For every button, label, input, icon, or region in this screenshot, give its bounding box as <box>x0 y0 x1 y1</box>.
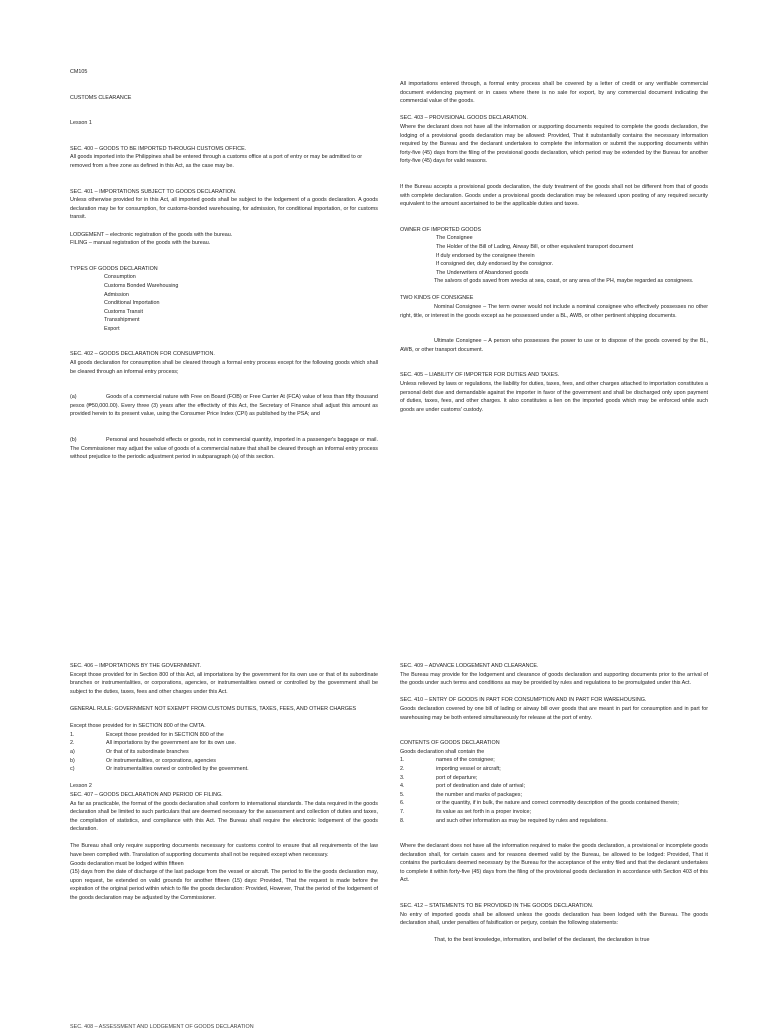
except-item <box>70 731 378 740</box>
item-text: Or that of its subordinate branches <box>106 748 189 755</box>
formal-entry-paragraph: All importations entered through, a formal entry process shall be covered by a letter of credit or any verifiable commercial document evidencing payment or in cases where there is no sale for export, by any commercial document indicating the commercial value of the goods. <box>400 81 708 105</box>
contents-item <box>400 756 708 765</box>
type-item: Customs Bonded Warehousing <box>104 282 179 289</box>
sec410-body: Goods declaration covered by one bill of lading or airway bill over goods that are meant in part for consumption and in part for warehousing may be both entered simultaneously for release at the port of entry. <box>400 705 708 721</box>
item-number: 1. <box>70 731 75 738</box>
item-text: Or instrumentalities owned or controlled by the government. <box>106 766 249 773</box>
sec409-heading: SEC. 409 – ADVANCE LODGEMENT AND CLEARANCE. <box>400 663 539 669</box>
contents-item <box>400 808 708 817</box>
where-declarant-paragraph: Where the declarant does not have all the information required to make the goods declaration, a provisional or incomplete goods declaration shall, for certain cases and for reasons deemed valid by the Bureau, be allowed to be lodged: Provided, That it contains the particulars deemed necessary by the Bureau for the acceptance of the entry filed and that the declarant undertakes to complete it within forty-five (45) days from the filing of the provisional goods declaration in accordance with Section 403 of this Act. <box>400 843 708 884</box>
sec400-heading: SEC. 400 – GOODS TO BE IMPORTED THROUGH CUSTOMS OFFICE. <box>70 145 247 152</box>
sec407-heading: SEC. 407 – GOODS DECLARATION AND PERIOD OF FILING. <box>70 791 223 798</box>
sec410-heading: SEC. 410 – ENTRY OF GOODS IN PART FOR CONSUMPTION AND IN PART FOR WAREHOUSING. <box>400 697 647 704</box>
contents-heading: CONTENTS OF GOODS DECLARATION <box>400 740 500 747</box>
document-page-1 <box>0 0 768 512</box>
item-number: 7. <box>400 808 405 815</box>
type-item: Consumption <box>104 274 136 281</box>
sec403-body-2: If the Bureau accepts a provisional goods declaration, the duty treatment of the goods shall not be different from that of goods with complete declaration. Goods under a provisional goods declaration may be released upon posting of any required security equivalent to the amount ascertained to be the applicable duties and taxes. <box>400 183 708 208</box>
sec407-body-2: The Bureau shall only require supporting documents necessary for customs control to ensure that all requirements of the law have been complied with. Translation of supporting documents shall not be required except when necessary. <box>70 843 378 859</box>
filing-definition: FILING – manual registration of the goods with the bureau. <box>70 240 211 247</box>
sec412-heading: SEC. 412 – STATEMENTS TO BE PROVIDED IN THE GOODS DECLARATION. <box>400 903 594 910</box>
type-item: Export <box>104 325 120 332</box>
item-number: 1. <box>400 757 405 764</box>
item-text: the number and marks of packages; <box>436 791 522 798</box>
sec406-heading: SEC. 406 – IMPORTATIONS BY THE GOVERNMENT. <box>70 663 202 669</box>
item-number: 5. <box>400 791 405 798</box>
sec403-heading: SEC. 403 – PROVISIONAL GOODS DECLARATION. <box>400 115 528 122</box>
item-text: names of the consignee; <box>436 757 495 764</box>
sec402-heading: SEC. 402 – GOODS DECLARATION FOR CONSUMPTION. <box>70 351 215 358</box>
two-kinds-heading: TWO KINDS OF CONSIGNEE <box>400 295 474 302</box>
types-heading: TYPES OF GOODS DECLARATION <box>70 265 158 272</box>
item-label: (b) <box>70 437 77 444</box>
except-intro: Except those provided for in SECTION 800 of the CMTA. <box>70 723 206 730</box>
sec412-body: No entry of imported goods shall be allowed unless the goods declaration has been lodged with the Bureau. The goods declaration shall, under penalties of falsification or perjury, contain the following statements: <box>400 911 708 927</box>
course-code: CM105 <box>70 69 88 75</box>
owner-item: The Holder of the Bill of Lading, Airway Bill, or other equivalent transport document <box>436 243 634 250</box>
lodgement-definition: LODGEMENT – electronic registration of the goods with the bureau. <box>70 231 233 238</box>
contents-item <box>400 817 708 826</box>
lesson-heading: Lesson 1 <box>70 120 92 127</box>
except-item <box>70 739 378 748</box>
contents-item <box>400 799 708 808</box>
item-number: a) <box>70 748 75 755</box>
item-text: port of destination and date of arrival; <box>436 783 526 790</box>
item-text: and such other information as may be required by rules and regulations. <box>436 817 608 824</box>
ultimate-consignee: Ultimate Consignee – A person who possesses the power to use or to dispose of the goods covered by the BL, AWB, or other transport document. <box>400 338 708 353</box>
sec405-heading: SEC. 405 – LIABILITY OF IMPORTER FOR DUTIES AND TAXES. <box>400 372 560 379</box>
item-text: Except those provided for in SECTION 800 of the <box>106 731 224 738</box>
sec402-item-a <box>70 393 378 419</box>
sec403-body: Where the declarant does not have all the information or supporting documents required to complete the goods declaration, the lodging of a provisional goods declaration may be allowed: Provided, That it substantially contains the necessary information required by the Bureau and the declarant undertakes to complete the information or submit the supporting documents within forty-five (45) days from the filing of the provisional goods declaration, which period may be extended by the Bureau for another forty-five (45) days for valid reasons. <box>400 123 708 165</box>
except-item <box>70 748 378 757</box>
except-item <box>70 765 378 774</box>
item-number: b) <box>70 757 75 764</box>
item-text: All importations by the government are for its own use. <box>106 740 237 747</box>
general-rule: GENERAL RULE: GOVERNMENT NOT EXEMPT FROM CUSTOMS DUTIES, TAXES, FEES, AND OTHER CHARGES <box>70 705 357 712</box>
document-page-2 <box>0 512 768 1031</box>
owner-item: If consigned der, duly endorsed by the consignor. <box>436 261 554 268</box>
sec409-body: The Bureau may provide for the lodgement and clearance of goods declaration and supporting documents prior to the arrival of the goods under such terms and conditions as may be provided by rules and regulations to be promulgated under this Act. <box>400 671 708 687</box>
page1-right-column <box>400 80 708 423</box>
owner-item: The Underwriters of Abandoned goods <box>436 269 529 276</box>
sec401-heading: SEC. 401 – IMPORTATIONS SUBJECT TO GOODS DECLARATION. <box>70 188 237 195</box>
cut-off-line: SEC. 408 – ASSESSMENT AND LODGEMENT OF GOODS DECLARATION <box>70 1024 254 1031</box>
cut-off-line: That, to the best knowledge, information, and belief of the declarant, the declaration is true <box>434 937 650 944</box>
item-number: 4. <box>400 783 405 790</box>
sec401-body: Unless otherwise provided for in this Act, all imported goods shall be subject to the lodgement of a goods declaration. A goods declaration may be for consumption, for customs-bonded warehousing, for admission, for conditional importation, or for customs transit. <box>70 197 378 221</box>
owner-heading: OWNER OF IMPORTED GOODS <box>400 226 482 233</box>
document-title: CUSTOMS CLEARANCE <box>70 94 132 101</box>
item-number: 2. <box>70 740 75 747</box>
item-text: port of departure; <box>436 774 478 781</box>
sec406-body: Except those provided for in Section 800 of this Act, all importations by the government for its own use or that of its subordinate branches or instrumentalities, or corporations, agencies, or instrumentalities owned or controlled by the government shall be subject to the duties, taxes, fees and other charges under this Act. <box>70 671 378 695</box>
type-item: Transshipment <box>104 317 140 324</box>
item-text: Or instrumentalities, or corporations, agencies <box>106 757 216 764</box>
page1-left-column <box>70 68 378 470</box>
owner-item: The Consignee <box>436 235 473 242</box>
item-text: Goods of a commercial nature with Free on Board (FOB) or Free Carrier At (FCA) value of less than fifty thousand pesos (₱50,000.00). Every three (3) years after the effectivity of this Act, the Secretary of Finance shall adjust this amount as provided herein to its present value, using the Consumer Price Index (CPI) as published by the PSA; and <box>70 394 378 418</box>
sec402-body: All goods declaration for consumption shall be cleared through a formal entry process except for the following goods which shall be cleared through an informal entry process; <box>70 360 378 375</box>
item-number: 6. <box>400 800 405 807</box>
sec405-body: Unless relieved by laws or regulations, the liability for duties, taxes, fees, and other charges attached to importation constitutes a personal debt due and demandable against the importer in favor of the government and shall be discharged only upon payment of duties, taxes, fees, and other charges. It also constitutes a lien on the imported goods which may be enforced while such goods are under customs' custody. <box>400 381 708 413</box>
sec400-body: All goods imported into the Philippines shall be entered through a customs office at a port of entry or may be admitted to or removed from a free zone as defined in this Act, as the case may be. <box>70 154 363 169</box>
sec407-body-3: (15) days from the date of discharge of the last package from the vessel or aircraft. The period to file the goods declaration may, upon request, be extended on valid grounds for another fifteen (15) days: Provided, That the request is made before the expiration of the original period within which to file the goods declaration: Provided, However, That the period of the lodgement of the goods declaration may be adjusted by the Commissioner. <box>70 869 378 902</box>
item-label: (a) <box>70 394 77 401</box>
owner-item: If duly endorsed by the consignee therein <box>436 252 535 259</box>
contents-intro: Goods declaration shall contain the <box>400 748 485 755</box>
item-text: its value as set forth in a proper invoice; <box>436 808 531 815</box>
type-item: Admission <box>104 291 129 298</box>
contents-item <box>400 765 708 774</box>
item-number: 3. <box>400 774 405 781</box>
lesson2-heading: Lesson 2 <box>70 783 92 790</box>
nominal-consignee: Nominal Consignee – The term owner would not include a nominal consignee who effectively possesses no other right, title, or interest in the goods except as he possessed under a BL, AWB, or other pertinent shipping documents. <box>400 304 708 319</box>
salvors-paragraph: The salvors of gods saved from wrecks at sea, coast, or any area of the PH, maybe regarded as consignees. <box>434 278 694 285</box>
item-number: 8. <box>400 817 405 824</box>
item-number: c) <box>70 766 75 773</box>
item-text: Personal and household effects or goods, not in commercial quantity, imported in a passenger's baggage or mail. The Commissioner may adjust the value of goods of a commercial nature that shall be cleared through an informal entry process without prejudice to the periodic adjustment period in subparagraph (a) of this section. <box>70 437 378 461</box>
type-item: Conditional Importation <box>104 300 160 307</box>
type-item: Customs Transit <box>104 308 143 315</box>
item-number: 2. <box>400 765 405 772</box>
contents-item <box>400 774 708 783</box>
item-text: importing vessel or aircraft; <box>436 765 501 772</box>
lodged-within: Goods declaration must be lodged within fifteen <box>70 860 184 867</box>
item-text: or the quantity, if in bulk, the nature and correct commodity description of the goods contained therein; <box>436 800 679 807</box>
sec407-body: As far as practicable, the format of the goods declaration shall conform to international standards. The data required in the goods declaration shall be limited to such particulars that are deemed necessary for the assessment and collection of duties and taxes, the compilation of statistics, and compliance with this Act. The Bureau shall require the electronic lodgement of the goods declaration. <box>70 800 378 833</box>
sec402-item-b <box>70 436 378 462</box>
contents-item <box>400 791 708 800</box>
contents-item <box>400 782 708 791</box>
page2-left-column <box>70 662 378 911</box>
page2-right-column <box>400 662 708 954</box>
except-item <box>70 757 378 766</box>
